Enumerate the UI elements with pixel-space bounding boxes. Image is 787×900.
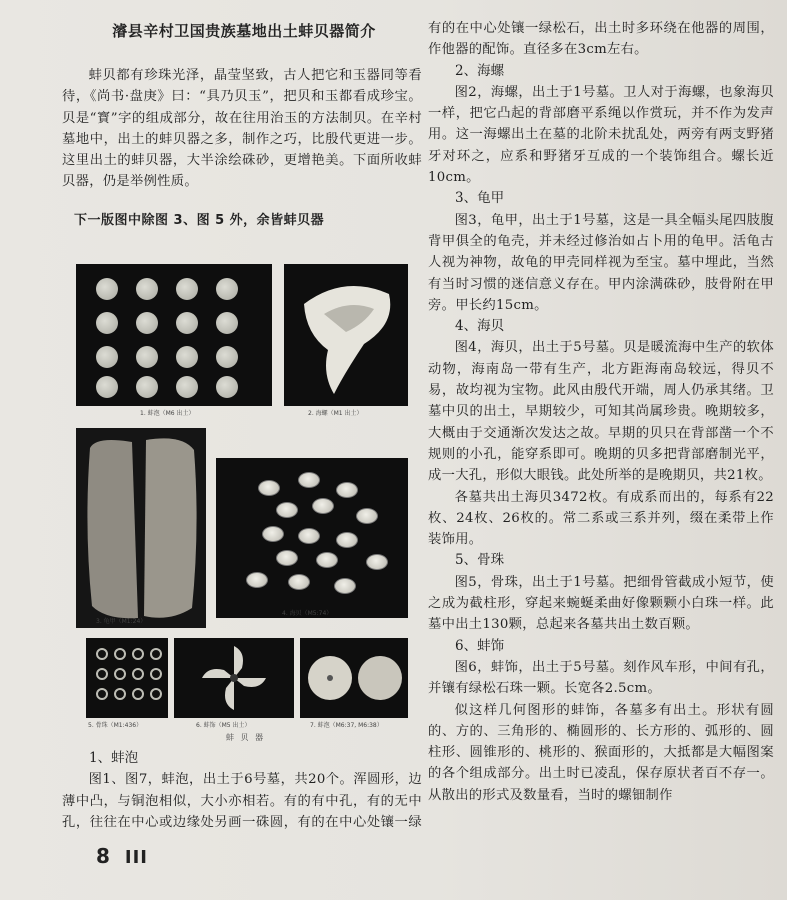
caption-fig7: 7. 蚌泡（M6:37, M6:38） <box>310 722 383 729</box>
article-title: 濬县辛村卫国贵族墓地出土蚌贝器简介 <box>112 22 376 40</box>
section-6-heading: 6、蚌饰 <box>455 637 505 654</box>
figure-note: 下一版图中除图 3、图 5 外，余皆蚌贝器 <box>74 212 325 228</box>
photo-shell-pinwheel <box>174 638 294 718</box>
photo-turtle-shell <box>76 428 206 628</box>
section-4-text-1: 图4，海贝，出土于5号墓。贝是暖流海中生产的软体动物，海南岛一带有生产，北方距海南岛较远，得贝不易，故均视为宝物。此风由殷代开端，周人仍承其绪。卫墓中贝的出土，早期较少，可知其尚属珍贵。晚期较多，大概由于交通渐次发达之故。早期的贝只在背部凿一个不规则的小孔，能穿系即可。晚期的贝多把背部磨制光平，成一大孔，形似大眼钱。此处所举的是晚期贝，共21枚。 <box>428 340 774 484</box>
section-1-text: 图1、图7，蚌泡，出土于6号墓，共20个。浑圆形，边薄中凸，与铜泡相似，大小亦相若。有的有中孔，有的无中孔，往往在中心或边缘处另画一硃圆，有的在中心处镶一绿 <box>62 772 422 830</box>
section-3-text: 图3，龟甲，出土于1号墓，这是一具全幅头尾四肢腹背甲俱全的龟壳，并未经过修治如占卜用的龟甲。活龟古人视为神物，故龟的甲壳同样视为至宝。墓中埋此，当然有当时习惯的迷信意义存在。甲内涂满硃砂，肢骨附在甲旁。甲长约15cm。 <box>428 212 774 313</box>
plate-label: 蚌 贝 器 <box>226 733 266 742</box>
photo-cowrie-shells <box>216 458 408 618</box>
section-1-heading: 1、蚌泡 <box>89 750 139 766</box>
left-column <box>62 18 422 238</box>
section-2-text: 图2，海螺，出土于1号墓。卫人对于海螺，也象海贝一样，把它凸起的背部磨平系绳以作赏玩，并不作为发声用。这一海螺出土在墓的北阶未扰乱处，两旁有两支野猪牙对环之，应系和野猪牙互成的一个装饰组合。螺长近10cm。 <box>428 84 774 186</box>
section-4-text-2: 各墓共出土海贝3472枚。有成系而出的，每系有22枚、24枚、26枚的。常二系或三系并列，缀在柔带上作装饰用。 <box>428 489 774 548</box>
section-6-text-1: 图6，蚌饰，出土于5号墓。刻作风车形，中间有孔，并镶有绿松石珠一颗。长宽各2.5cm。 <box>428 659 774 697</box>
page-footer <box>96 844 148 868</box>
section-1-continuation: 有的在中心处镶一绿松石，出土时多环绕在他器的周围，作他器的配饰。直径多在3cm左右。 <box>428 21 774 58</box>
intro-paragraph: 蚌贝都有珍珠光泽，晶莹坚致，古人把它和玉器同等看待，《尚书·盘庚》曰：“具乃贝玉”，把贝和玉都看成珍宝。贝是“寳”字的组成部分，故在往用治玉的方法制贝。在辛村墓地中，出土的蚌贝器之多，制作之巧，比殷代更进一步。这里出土的蚌贝器，大半涂绘硃砂，更增艳美。下面所收蚌贝器，仍是举例性质。 <box>62 68 422 190</box>
photo-bone-beads <box>86 638 168 718</box>
photo-bivalve-discs <box>76 264 272 406</box>
section-6-text-2: 似这样几何图形的蚌饰，各墓多有出土。形状有圆的、方的、三角形的、椭圆形的、长方形的、弧形的、圆柱形、圆锥形的、桃形的、猴面形的，大抵都是大幅图案的各个组成部分。出土时已凌乱，保存原状者百不存一。从散出的形式及数量看，当时的螺钿制作 <box>428 702 774 803</box>
left-column-bottom <box>62 748 422 833</box>
caption-fig1: 1. 蚌泡（M6 出土） <box>140 410 195 417</box>
caption-fig6: 6. 蚌饰（M5 出土） <box>196 722 251 729</box>
section-2-heading: 2、海螺 <box>455 62 505 79</box>
section-4-heading: 4、海贝 <box>455 318 505 335</box>
page-number: 8 <box>96 844 110 868</box>
section-5-heading: 5、骨珠 <box>455 552 505 569</box>
caption-fig3: 3. 龟甲（M1:24） <box>96 618 147 625</box>
section-3-heading: 3、龟甲 <box>455 190 505 207</box>
photo-round-shells <box>300 638 408 718</box>
right-column <box>428 18 774 806</box>
section-5-text: 图5，骨珠，出土于1号墓。把细骨管截成小短节，使之成为截柱形，穿起来蜿蜒柔曲好像颗颗小白珠一样。此墓中出土130颗，总起来各墓共出土数百颗。 <box>428 574 774 633</box>
photo-conch <box>284 264 408 406</box>
caption-fig5: 5. 骨珠（M1:436） <box>88 722 143 729</box>
section-mark: III <box>124 847 148 868</box>
caption-fig2: 2. 海螺（M1 出土） <box>308 410 363 417</box>
figure-plate <box>76 258 416 758</box>
caption-fig4: 4. 海贝（M5:74） <box>282 610 333 617</box>
